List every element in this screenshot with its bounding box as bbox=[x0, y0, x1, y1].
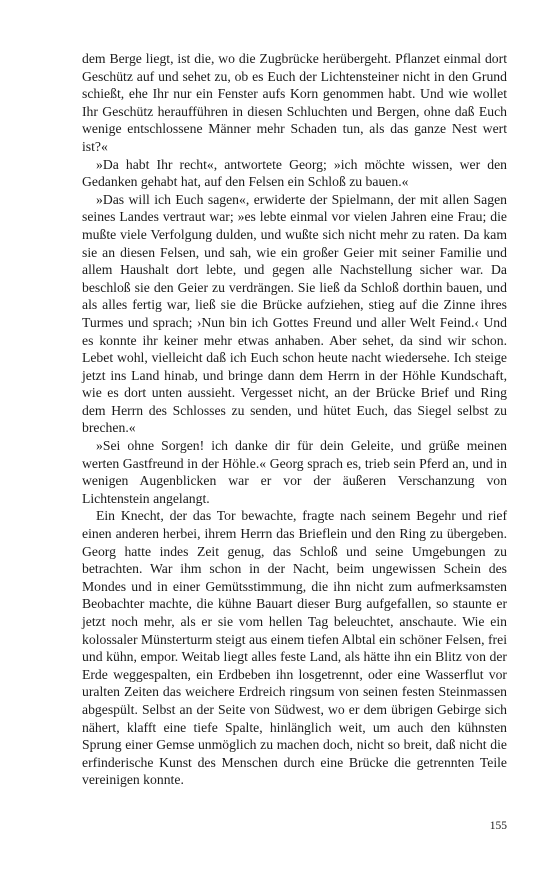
paragraph: Ein Knecht, der das Tor bewachte, fragte nach seinem Begehr und rief einen anderen herbei, ihrem Herrn das Brieflein und den Ring zu übergeben. Georg hatte indes Zeit genug, das Schloß und seine Umgebungen zu betrachten. War ihm schon in der Nacht, beim ungewissen Schein des Mondes und in einer Gemütsstimmung, die ihn nicht zum aufmerksamsten Beobachter machte, die kühne Bauart dieser Burg aufgefallen, so staunte er jetzt noch mehr, als er sie vom hellen Tag beleuchtet, anschaute. Wie ein kolossaler Münsterturm steigt aus einem tiefen Albtal ein schöner Felsen, frei und kühn, empor. Weitab liegt alles feste Land, als hätte ihn ein Blitz von der Erde weggespalten, ein Erdbeben ihn losgetrennt, oder eine Wasserflut vor uralten Zeiten das weichere Erdreich ringsum von seinen festen Steinmassen abgespült. Selbst an der Seite von Südwest, wo er dem übrigen Gebirge sich nähert, klafft eine tiefe Spalte, hinlänglich weit, um auch den kühnsten Sprung einer Gemse unmöglich zu machen doch, nicht so breit, daß nicht die erfinderische Kunst des Menschen durch eine Brücke die getrennten Teile vereinigen konnte. bbox=[82, 508, 507, 788]
paragraph: dem Berge liegt, ist die, wo die Zugbrücke herübergeht. Pflanzet einmal dort Geschütz auf und sehet zu, ob es Euch der Lichtensteiner nicht in den Grund schießt, ehe Ihr nur ein Fenster aufs Korn genommen habt. Und wie wollet Ihr Geschütz heraufführen in diesen Schluchten und Bergen, ohne daß Euch wenige entschlossene Männer mehr Schaden tun, als das ganze Nest wert ist?« bbox=[82, 51, 507, 154]
paragraph: »Da habt Ihr recht«, antwortete Georg; »ich möchte wissen, wer den Gedanken gehabt hat, auf den Felsen ein Schloß zu bauen.« bbox=[82, 156, 507, 190]
page-number: 155 bbox=[489, 820, 507, 832]
paragraph: »Sei ohne Sorgen! ich danke dir für dein Geleite, und grüße meinen werten Gastfreund in der Höhle.« Georg sprach es, trieb sein Pferd an, und in wenigen Augenblicken war er vor der äußeren Verschanzung von Lichtenstein angelangt. bbox=[82, 438, 507, 506]
paragraph: »Das will ich Euch sagen«, erwiderte der Spielmann, der mit allen Sagen seines Landes vertraut war; »es lebte einmal vor vielen Jahren eine Frau; die mußte viele Verfolgung dulden, und wußte sich nicht mehr zu raten. Da kam sie an diesen Felsen, und sah, wie ein großer Geier mit seiner Familie und allem Haushalt dort lebte, und gegen alle Nachstellung sicher war. Da beschloß sie den Geier zu verdrängen. Sie ließ da Schloß dorthin bauen, und als alles fertig war, ließ sie die Brücke aufziehen, stieg auf die Zinne ihres Turmes und sprach; ›Nun bin ich Gottes Freund und aller Welt Feind.‹ Und es konnte ihr keiner mehr etwas anhaben. Aber sehet, da sind wir schon. Lebet wohl, vielleicht daß ich Euch schon heute nacht wiedersehe. Ich steige jetzt ins Land hinab, und bringe dann dem Herrn in der Höhle Kundschaft, wie es dort unten aussieht. Vergesset nicht, an der Brücke Brief und Ring dem Herrn des Schlosses zu senden, und hütet Euch, das Siegel selbst zu brechen.« bbox=[82, 191, 507, 436]
body-text bbox=[82, 50, 507, 789]
